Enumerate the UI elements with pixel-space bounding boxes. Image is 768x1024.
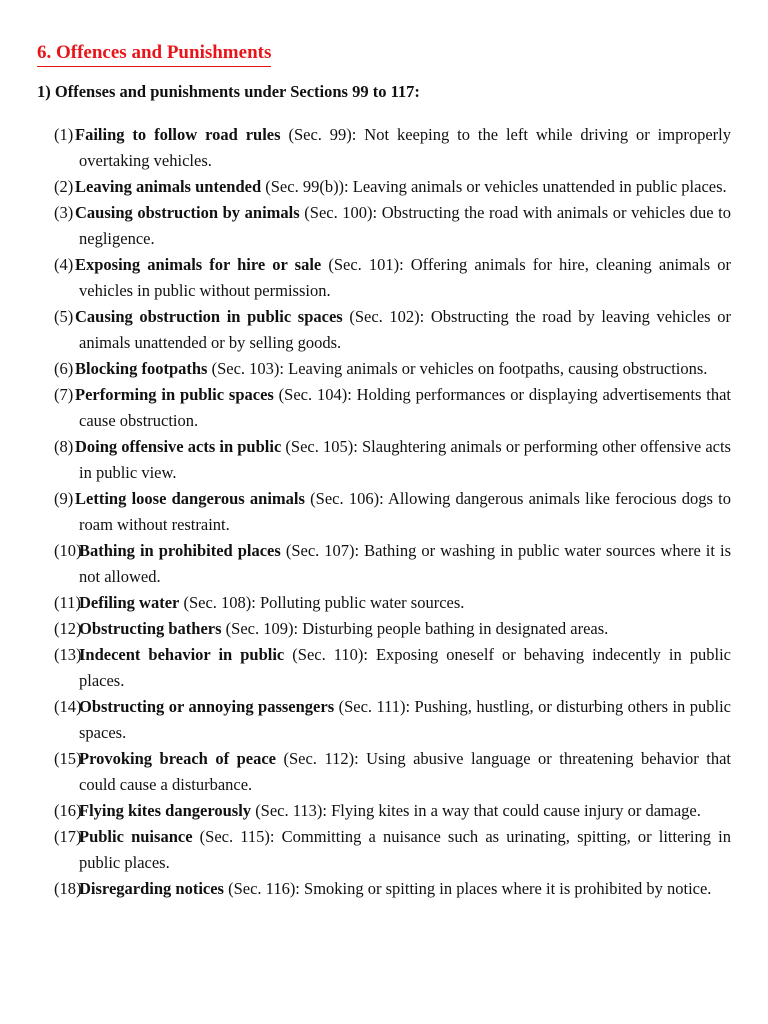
item-text xyxy=(79,697,731,742)
subheading: 1) Offenses and punishments under Sections 99 to 117: xyxy=(37,82,420,101)
item-number: (6) xyxy=(54,359,74,378)
item-description: (Sec. 116): Smoking or spitting in places where it is prohibited by notice. xyxy=(223,879,712,898)
offence-list xyxy=(37,122,731,902)
item-description: (Sec. 102): Obstructing the road by leaving vehicles or animals unattended or by selling goods. xyxy=(79,307,731,352)
item-title: Public nuisance xyxy=(79,827,193,846)
list-item xyxy=(37,122,731,174)
list-item xyxy=(37,486,731,538)
item-number: (17) xyxy=(54,827,82,846)
item-text xyxy=(75,307,731,352)
list-item xyxy=(37,382,731,434)
item-title: Obstructing or annoying passengers xyxy=(79,697,335,716)
item-number: (9) xyxy=(54,489,74,508)
item-title: Letting loose dangerous animals xyxy=(75,489,305,508)
item-description: (Sec. 115): Committing a nuisance such as urinating, spitting, or littering in public places. xyxy=(79,827,731,872)
item-text xyxy=(79,593,464,612)
item-number: (10) xyxy=(54,541,82,560)
item-title: Defiling water xyxy=(79,593,180,612)
item-title: Disregarding notices xyxy=(79,879,224,898)
list-item xyxy=(37,824,731,876)
item-title: Exposing animals for hire or sale xyxy=(75,255,322,274)
item-description: (Sec. 110): Exposing oneself or behaving indecently in public places. xyxy=(79,645,732,690)
list-item xyxy=(37,304,731,356)
item-title: Flying kites dangerously xyxy=(79,801,252,820)
item-number: (16) xyxy=(54,801,82,820)
item-text xyxy=(79,827,731,872)
list-item xyxy=(37,694,731,746)
item-description: (Sec. 106): Allowing dangerous animals like ferocious dogs to roam without restraint. xyxy=(79,489,731,534)
item-title: Provoking breach of peace xyxy=(79,749,276,768)
list-item xyxy=(37,616,731,642)
item-text xyxy=(79,749,731,794)
item-number: (7) xyxy=(54,385,74,404)
item-title: Failing to follow road rules xyxy=(75,125,281,144)
list-item xyxy=(37,538,731,590)
list-item xyxy=(37,252,731,304)
list-item xyxy=(37,356,731,382)
list-item xyxy=(37,434,731,486)
item-description: (Sec. 103): Leaving animals or vehicles on footpaths, causing obstructions. xyxy=(207,359,708,378)
item-text xyxy=(75,489,731,534)
item-description: (Sec. 109): Disturbing people bathing in designated areas. xyxy=(221,619,609,638)
item-text xyxy=(75,359,707,378)
item-description: (Sec. 105): Slaughtering animals or performing other offensive acts in public view. xyxy=(79,437,731,482)
item-text xyxy=(79,801,701,820)
item-text xyxy=(79,541,731,586)
item-description: (Sec. 100): Obstructing the road with animals or vehicles due to negligence. xyxy=(79,203,731,248)
item-text xyxy=(79,619,608,638)
item-text xyxy=(75,255,731,300)
item-description: (Sec. 111): Pushing, hustling, or disturbing others in public spaces. xyxy=(79,697,732,742)
item-title: Bathing in prohibited places xyxy=(79,541,281,560)
item-number: (1) xyxy=(54,125,74,144)
item-number: (8) xyxy=(54,437,74,456)
item-number: (14) xyxy=(54,697,82,716)
item-text xyxy=(75,437,731,482)
item-title: Causing obstruction in public spaces xyxy=(75,307,343,326)
item-text xyxy=(75,177,727,196)
item-number: (11) xyxy=(54,593,81,612)
item-title: Performing in public spaces xyxy=(75,385,274,404)
list-item xyxy=(37,642,731,694)
item-title: Indecent behavior in public xyxy=(79,645,285,664)
item-number: (3) xyxy=(54,203,74,222)
item-description: (Sec. 99(b)): Leaving animals or vehicles unattended in public places. xyxy=(261,177,727,196)
section-title: 6. Offences and Punishments xyxy=(37,41,271,67)
item-title: Leaving animals untended xyxy=(75,177,262,196)
item-description: (Sec. 99): Not keeping to the left while driving or improperly overtaking vehicles. xyxy=(79,125,731,170)
item-description: (Sec. 112): Using abusive language or threatening behavior that could cause a disturbance. xyxy=(79,749,731,794)
item-number: (2) xyxy=(54,177,74,196)
item-number: (13) xyxy=(54,645,82,664)
list-item xyxy=(37,200,731,252)
item-text xyxy=(79,879,711,898)
list-item xyxy=(37,174,731,200)
item-number: (5) xyxy=(54,307,74,326)
item-description: (Sec. 101): Offering animals for hire, cleaning animals or vehicles in public without permission. xyxy=(79,255,732,300)
item-description: (Sec. 107): Bathing or washing in public water sources where it is not allowed. xyxy=(79,541,731,586)
item-number: (12) xyxy=(54,619,82,638)
item-title: Doing offensive acts in public xyxy=(75,437,282,456)
item-number: (15) xyxy=(54,749,82,768)
item-title: Causing obstruction by animals xyxy=(75,203,300,222)
item-number: (18) xyxy=(54,879,82,898)
item-description: (Sec. 108): Polluting public water sources. xyxy=(179,593,465,612)
item-text xyxy=(75,203,731,248)
list-item xyxy=(37,746,731,798)
item-description: (Sec. 104): Holding performances or displaying advertisements that cause obstruction. xyxy=(79,385,732,430)
list-item xyxy=(37,798,731,824)
item-title: Obstructing bathers xyxy=(79,619,222,638)
list-item xyxy=(37,590,731,616)
item-text xyxy=(75,125,731,170)
item-text xyxy=(79,645,731,690)
list-item xyxy=(37,876,731,902)
item-description: (Sec. 113): Flying kites in a way that could cause injury or damage. xyxy=(251,801,701,820)
item-title: Blocking footpaths xyxy=(75,359,208,378)
item-text xyxy=(75,385,731,430)
item-number: (4) xyxy=(54,255,74,274)
